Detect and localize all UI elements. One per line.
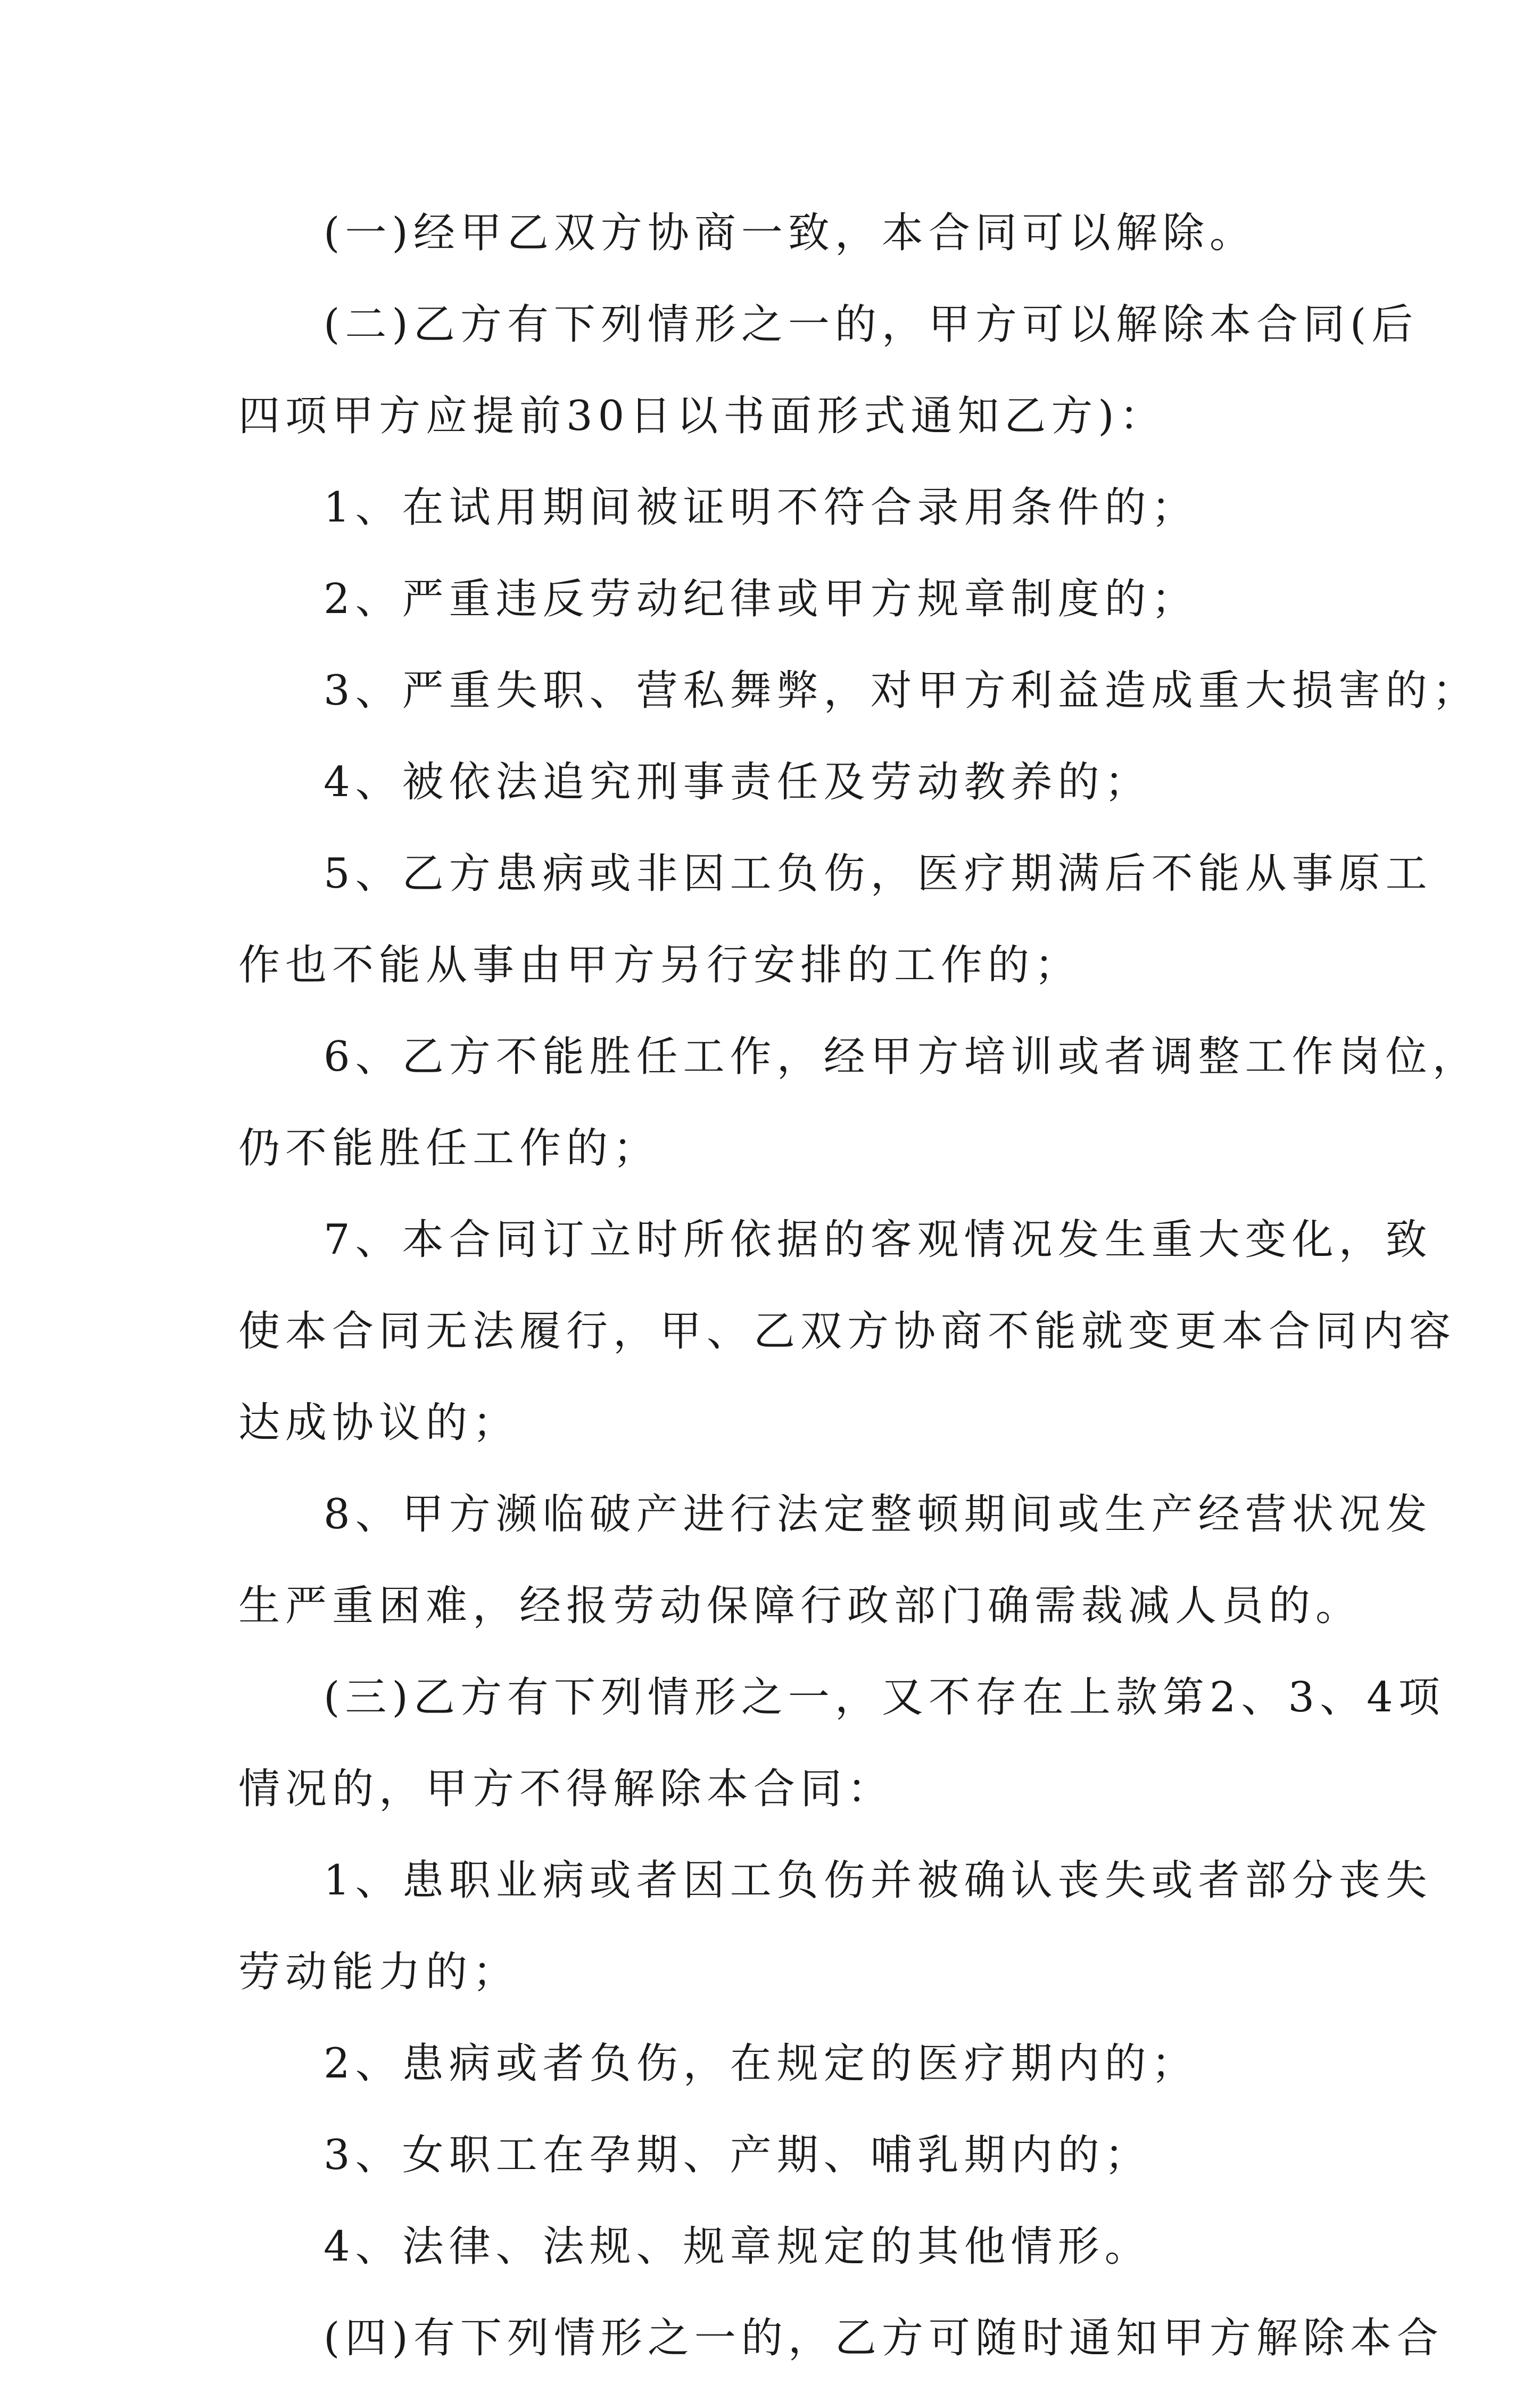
text-line: 情况的，甲方不得解除本合同： [238, 1765, 895, 1813]
text-line: 1、在试用期间被证明不符合录用条件的； [324, 484, 1198, 532]
text-line: 3、女职工在孕期、产期、哺乳期内的； [324, 2131, 1152, 2179]
document-body [238, 187, 1479, 2384]
text-line: (三)乙方有下列情形之一，又不存在上款第2、3、4项 [324, 1674, 1445, 1721]
text-line: 3、严重失职、营私舞弊，对甲方利益造成重大损害的； [324, 667, 1479, 715]
text-line: (二)乙方有下列情形之一的，甲方可以解除本合同(后 [324, 301, 1419, 349]
text-line: 7、本合同订立时所依据的客观情况发生重大变化，致 [324, 1216, 1433, 1264]
text-line: 生严重困难，经报劳动保障行政部门确需裁减人员的。 [238, 1582, 1363, 1630]
text-line: 四项甲方应提前30日以书面形式通知乙方)： [238, 392, 1166, 440]
text-line: 2、严重违反劳动纪律或甲方规章制度的； [324, 575, 1198, 623]
text-line: (四)有下列情形之一的，乙方可随时通知甲方解除本合 [324, 2314, 1444, 2362]
text-line: 使本合同无法履行，甲、乙双方协商不能就变更本合同内容 [238, 1307, 1456, 1355]
text-line: 作也不能从事由甲方另行安排的工作的； [238, 941, 1082, 989]
text-line: 仍不能胜任工作的； [238, 1124, 660, 1172]
text-line: 1、患职业病或者因工负伤并被确认丧失或者部分丧失 [324, 1857, 1433, 1905]
text-line: 劳动能力的； [238, 1948, 520, 1996]
text-line: 5、乙方患病或非因工负伤，医疗期满后不能从事原工 [324, 850, 1433, 898]
text-line: 8、甲方濒临破产进行法定整顿期间或生产经营状况发 [324, 1491, 1433, 1538]
text-line: 2、患病或者负伤，在规定的医疗期内的； [324, 2040, 1198, 2088]
text-line: 达成协议的； [238, 1399, 520, 1447]
text-line: (一)经甲乙双方协商一致，本合同可以解除。 [324, 209, 1256, 257]
text-line: 4、法律、法规、规章规定的其他情形。 [324, 2223, 1152, 2271]
text-line: 6、乙方不能胜任工作，经甲方培训或者调整工作岗位， [324, 1033, 1479, 1081]
text-line: 4、被依法追究刑事责任及劳动教养的； [324, 758, 1152, 806]
